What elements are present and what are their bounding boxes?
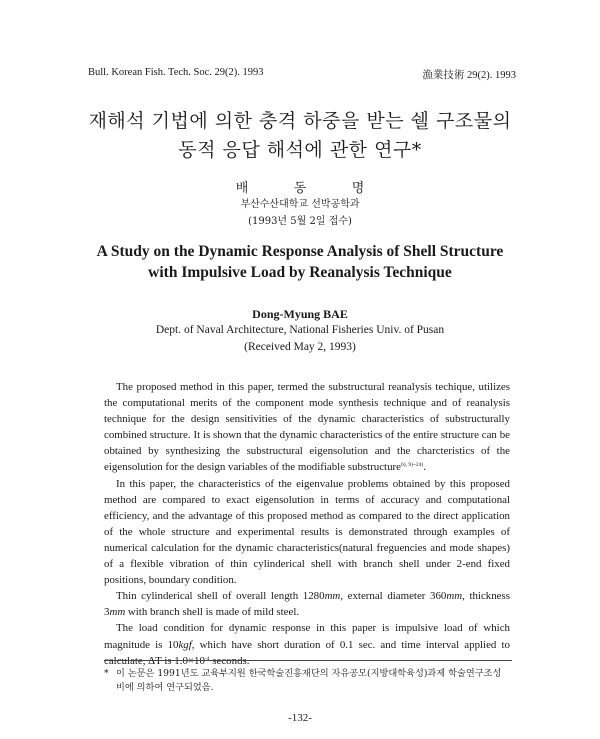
footnote-line1 — [104, 667, 510, 681]
korean-author — [0, 177, 600, 196]
english-received-date: (Received May 2, 1993) — [244, 341, 356, 353]
abstract-p3-text: , thickness 3 — [104, 590, 510, 619]
korean-affiliation: 부산수산대학교 선박공학과 — [240, 199, 360, 210]
abstract — [104, 379, 510, 669]
footnote-text: 이 논문은 1991년도 교육부지원 한국학술진흥재단의 자유공모(지방대학육성)과제 학술연구조성 — [116, 668, 502, 679]
abstract-p3-text: with branch shell is made of mild steel. — [125, 606, 300, 619]
korean-title-line2: 동적 응답 해석에 관한 연구* — [178, 139, 422, 161]
abstract-p4-text: The load condition for dynamic response in this paper is impulsive load of which magnitude is 10 — [104, 622, 510, 651]
abstract-paragraph-3 — [104, 588, 510, 620]
korean-author-char: 명 — [351, 181, 365, 196]
abstract-paragraph-1 — [104, 379, 510, 476]
footnote-divider — [104, 660, 512, 661]
abstract-p4-text: , which have short duration of 0.1 sec. and time interval applied to calculate, ΔT is 1.0×10 — [104, 638, 510, 667]
unit-kgf: kgf — [178, 638, 192, 651]
korean-author-char: 동 — [293, 181, 307, 196]
footnote — [104, 667, 510, 695]
exponent-superscript: -4 — [204, 655, 210, 662]
abstract-p1-end: . — [423, 461, 426, 474]
journal-header-korean: 漁業技術 29(2). 1993 — [422, 70, 516, 81]
journal-header-english: Bull. Korean Fish. Tech. Soc. 29(2). 1993 — [88, 67, 264, 78]
korean-title-line1: 재해석 기법에 의한 충격 하중을 받는 쉘 구조물의 — [88, 110, 512, 132]
english-author: Dong-Myung BAE — [252, 307, 348, 321]
korean-received-date: (1993년 5월 2일 접수) — [248, 216, 352, 227]
unit-mm: mm — [109, 606, 126, 619]
abstract-p3-text: , external diameter 360 — [340, 590, 447, 603]
abstract-p3-text: Thin cylinderical shell of overall length 1280 — [116, 590, 325, 603]
english-affiliation: Dept. of Naval Architecture, National Fisheries Univ. of Pusan — [155, 324, 445, 336]
unit-mm: mm — [324, 590, 341, 603]
abstract-paragraph-2: In this paper, the characteristics of the eigenvalue problems obtained by this proposed method are compared to exact eigensolution in terms of accuracy and computational efficiency, and the advantage of this proposed method as compared to the direct application of the whole structure and experimental results is demonstrated through examples of numerical calculation for the dynamic characteristics(natural freguencies and mode shapes) of a flexible vibration of thin cylinderical shell with branch shell under 2-end fixed positions, boundary condition. — [104, 477, 510, 587]
unit-mm: mm — [446, 590, 463, 603]
reference-superscript: 6), 9)~24) — [401, 462, 424, 469]
abstract-p4-text: seconds. — [209, 654, 250, 667]
footnote-line2: 비에 의하여 연구되었음. — [116, 682, 214, 693]
english-title-line2: with Impulsive Load by Reanalysis Technique — [148, 264, 452, 281]
page-number: -132- — [288, 712, 312, 724]
footnote-mark: * — [104, 668, 109, 679]
english-title-line1: A Study on the Dynamic Response Analysis of Shell Structure — [96, 243, 504, 260]
abstract-p1-text: The proposed method in this paper, termed the substructural reanalysis techique, utilizes the computational merits of the component mode synthesis technique and of reanalysis technique for the design sensitivities of the dynamic characteristics of substructurally combined structure. It is shown that the dynamic characteristics of the entire structure can be obtained by synthesizing the substructural eigensolution and the charcteristics of the eigensolution for the design variables of the modifiable substructure — [104, 381, 510, 474]
abstract-paragraph-4 — [104, 620, 510, 668]
korean-author-char: 배 — [235, 181, 249, 196]
